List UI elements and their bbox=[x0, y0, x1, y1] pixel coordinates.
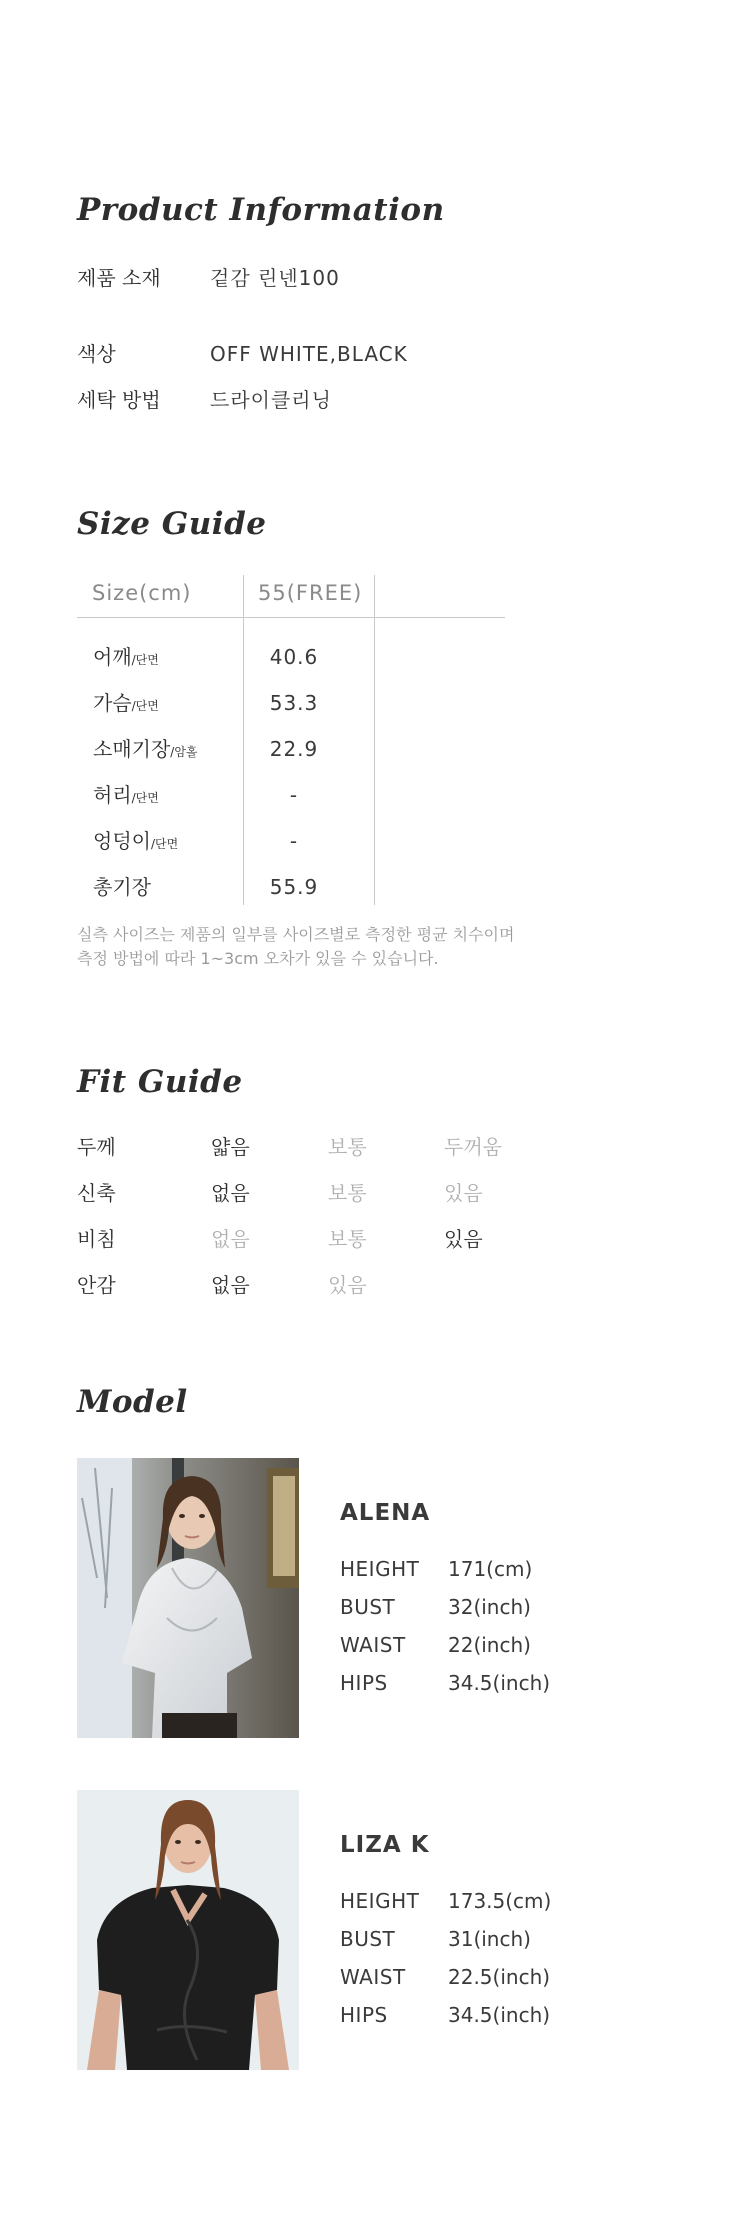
stat-label: HIPS bbox=[340, 2003, 388, 2027]
size-value: 40.6 bbox=[269, 645, 319, 669]
info-label: 세탁 방법 bbox=[77, 388, 161, 412]
stat-value: 31(inch) bbox=[448, 1927, 531, 1951]
size-row bbox=[77, 775, 505, 815]
model-name-liza-k: LIZA K bbox=[340, 1832, 430, 1858]
stat-label: HEIGHT bbox=[340, 1889, 420, 1913]
size-part: 엉덩이/단면 bbox=[93, 829, 179, 853]
size-value: 53.3 bbox=[269, 691, 319, 715]
size-row bbox=[77, 683, 505, 723]
model-photo-liza-k bbox=[77, 1790, 299, 2070]
fit-row-sheerness bbox=[77, 1224, 597, 1254]
stat-value: 171(cm) bbox=[448, 1557, 533, 1581]
size-table-header-divider bbox=[77, 617, 505, 618]
model-name-alena: ALENA bbox=[340, 1500, 431, 1526]
fit-label: 안감 bbox=[77, 1273, 116, 1297]
fit-option: 두꺼움 bbox=[444, 1135, 502, 1159]
size-part: 가슴/단면 bbox=[93, 691, 159, 715]
size-row bbox=[77, 729, 505, 769]
stat-value: 32(inch) bbox=[448, 1595, 531, 1619]
size-value: - bbox=[289, 783, 299, 807]
size-note-line-2: 측정 방법에 따라 1~3cm 오차가 있을 수 있습니다. bbox=[77, 949, 439, 968]
fit-row-thickness bbox=[77, 1132, 597, 1162]
size-part: 어깨/단면 bbox=[93, 645, 159, 669]
fit-label: 신축 bbox=[77, 1181, 116, 1205]
size-guide-title: Size Guide bbox=[77, 506, 267, 542]
info-value: 드라이클리닝 bbox=[210, 388, 332, 412]
fit-label: 두께 bbox=[77, 1135, 116, 1159]
model-photo-alena bbox=[77, 1458, 299, 1738]
model-white-blouse-photo bbox=[77, 1458, 299, 1738]
stat-label: HIPS bbox=[340, 1671, 388, 1695]
stat-label: WAIST bbox=[340, 1633, 406, 1657]
model-black-blouse-photo bbox=[77, 1790, 299, 2070]
size-value: - bbox=[289, 829, 299, 853]
size-part: 소매기장/암홀 bbox=[93, 737, 198, 761]
size-row bbox=[77, 637, 505, 677]
fit-label: 비침 bbox=[77, 1227, 116, 1251]
fit-guide-title: Fit Guide bbox=[77, 1064, 243, 1100]
fit-option: 없음 bbox=[211, 1227, 250, 1251]
fit-option: 없음 bbox=[211, 1273, 250, 1297]
size-value: 22.9 bbox=[269, 737, 319, 761]
info-label: 색상 bbox=[77, 342, 116, 366]
size-table bbox=[77, 575, 505, 905]
fit-row-stretch bbox=[77, 1178, 597, 1208]
stat-value: 173.5(cm) bbox=[448, 1889, 552, 1913]
fit-option: 얇음 bbox=[211, 1135, 250, 1159]
stat-label: BUST bbox=[340, 1927, 396, 1951]
size-row bbox=[77, 867, 505, 907]
fit-option: 보통 bbox=[328, 1135, 367, 1159]
size-table-header-label: Size(cm) bbox=[92, 581, 192, 605]
stat-value: 34.5(inch) bbox=[448, 1671, 551, 1695]
product-information-title: Product Information bbox=[77, 192, 445, 228]
model-title: Model bbox=[77, 1384, 188, 1420]
fit-row-lining bbox=[77, 1270, 597, 1300]
size-table-header-size: 55(FREE) bbox=[258, 581, 363, 605]
fit-option: 보통 bbox=[328, 1227, 367, 1251]
info-value: OFF WHITE,BLACK bbox=[210, 342, 408, 366]
fit-option: 있음 bbox=[444, 1227, 483, 1251]
info-label: 제품 소재 bbox=[77, 266, 161, 290]
fit-option: 없음 bbox=[211, 1181, 250, 1205]
info-value: 겉감 린넨100 bbox=[210, 266, 340, 290]
stat-value: 22.5(inch) bbox=[448, 1965, 551, 1989]
size-part: 허리/단면 bbox=[93, 783, 159, 807]
stat-value: 22(inch) bbox=[448, 1633, 531, 1657]
fit-option: 있음 bbox=[444, 1181, 483, 1205]
stat-value: 34.5(inch) bbox=[448, 2003, 551, 2027]
fit-option: 보통 bbox=[328, 1181, 367, 1205]
fit-option: 있음 bbox=[328, 1273, 367, 1297]
size-row bbox=[77, 821, 505, 861]
size-value: 55.9 bbox=[269, 875, 319, 899]
size-note-line-1: 실측 사이즈는 제품의 일부를 사이즈별로 측정한 평균 치수이며 bbox=[77, 925, 515, 944]
stat-label: HEIGHT bbox=[340, 1557, 420, 1581]
stat-label: WAIST bbox=[340, 1965, 406, 1989]
size-part: 총기장 bbox=[93, 875, 151, 899]
stat-label: BUST bbox=[340, 1595, 396, 1619]
